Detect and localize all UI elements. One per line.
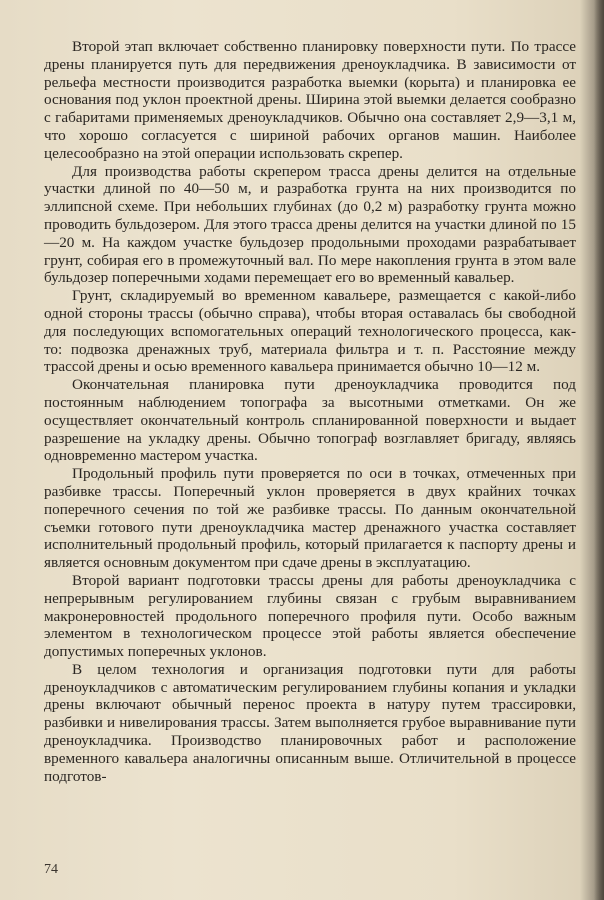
page-number: 74 (44, 862, 58, 877)
paragraph: Второй вариант подготовки трассы дрены для работы дреноукладчика с непрерывным регулированием глубины связан с грубым выравниванием макронеровностей продольного поперечного профиля пути. Особо важным элементом в технологическом процессе этой работы является обеспечение допустимых поперечных уклонов. (44, 571, 576, 661)
paragraph: Окончательная планировка пути дреноукладчика проводится под постоянным наблюдением топографа за высотными отметками. Он же осуществляет окончательный контроль спланированной поверхности и выдает разрешение на укладку дрены. Обычно топограф возглавляет бригаду, являясь одновременно мастером участка. (44, 376, 576, 465)
paragraph: В целом технология и организация подготовки пути для работы дреноукладчиков с автоматическим регулированием глубины копания и укладки дрены включают обычный перенос проекта в натуру путем трассировки, разбивки и нивелирования трассы. Затем выполняется грубое выравнивание пути дреноукладчика. Производство планировочных работ и расположение временного кавальера аналогичны описанным выше. Отличительной в процессе подготов- (44, 660, 576, 785)
paragraph: Второй этап включает собственно планировку поверхности пути. По трассе дрены планируется путь для передвижения дреноукладчика. В зависимости от рельефа местности производится разработка выемки (корыта) и планировка ее основания под уклон проектной дрены. Ширина этой выемки делается сообразно с габаритами применяемых дреноукладчиков. Обычно она составляет 2,9—3,1 м, что хорошо согласуется с шириной рабочих органов машин. Наиболее целесообразно на этой операции использовать скрепер. (44, 38, 576, 162)
body-text (44, 38, 576, 785)
paragraph: Для производства работы скрепером трасса дрены делится на отдельные участки длиной по 40—50 м, и разработка грунта на них производится по эллипсной схеме. При небольших глубинах (до 0,2 м) разработку грунта можно проводить бульдозером. Для этого трасса дрены делится на участки длиной по 15—20 м. На каждом участке бульдозер продольными проходами разрабатывает грунт, собирая его в промежуточный вал. По мере накопления грунта в этом вале бульдозер поперечными ходами перемещает его во временный кавальер. (44, 162, 576, 287)
paragraph: Грунт, складируемый во временном кавальере, размещается с какой-либо одной стороны трассы (обычно справа), чтобы вторая оставалась бы свободной для последующих вспомогательных операций технологического процесса, как-то: подвозка дренажных труб, материала фильтра и т. п. Расстояние между трассой дрены и осью временного кавальера принимается обычно 10—12 м. (44, 287, 576, 376)
paragraph: Продольный профиль пути проверяется по оси в точках, отмеченных при разбивке трассы. Поперечный уклон проверяется в двух крайних точках поперечного сечения по той же разбивке трассы. По данным окончательной съемки готового пути дреноукладчика мастер дренажного участка составляет исполнительный продольный профиль, который прилагается к паспорту дрены и является основным документом при сдаче дрены в эксплуатацию. (44, 465, 576, 572)
book-spine-shadow (594, 0, 604, 900)
